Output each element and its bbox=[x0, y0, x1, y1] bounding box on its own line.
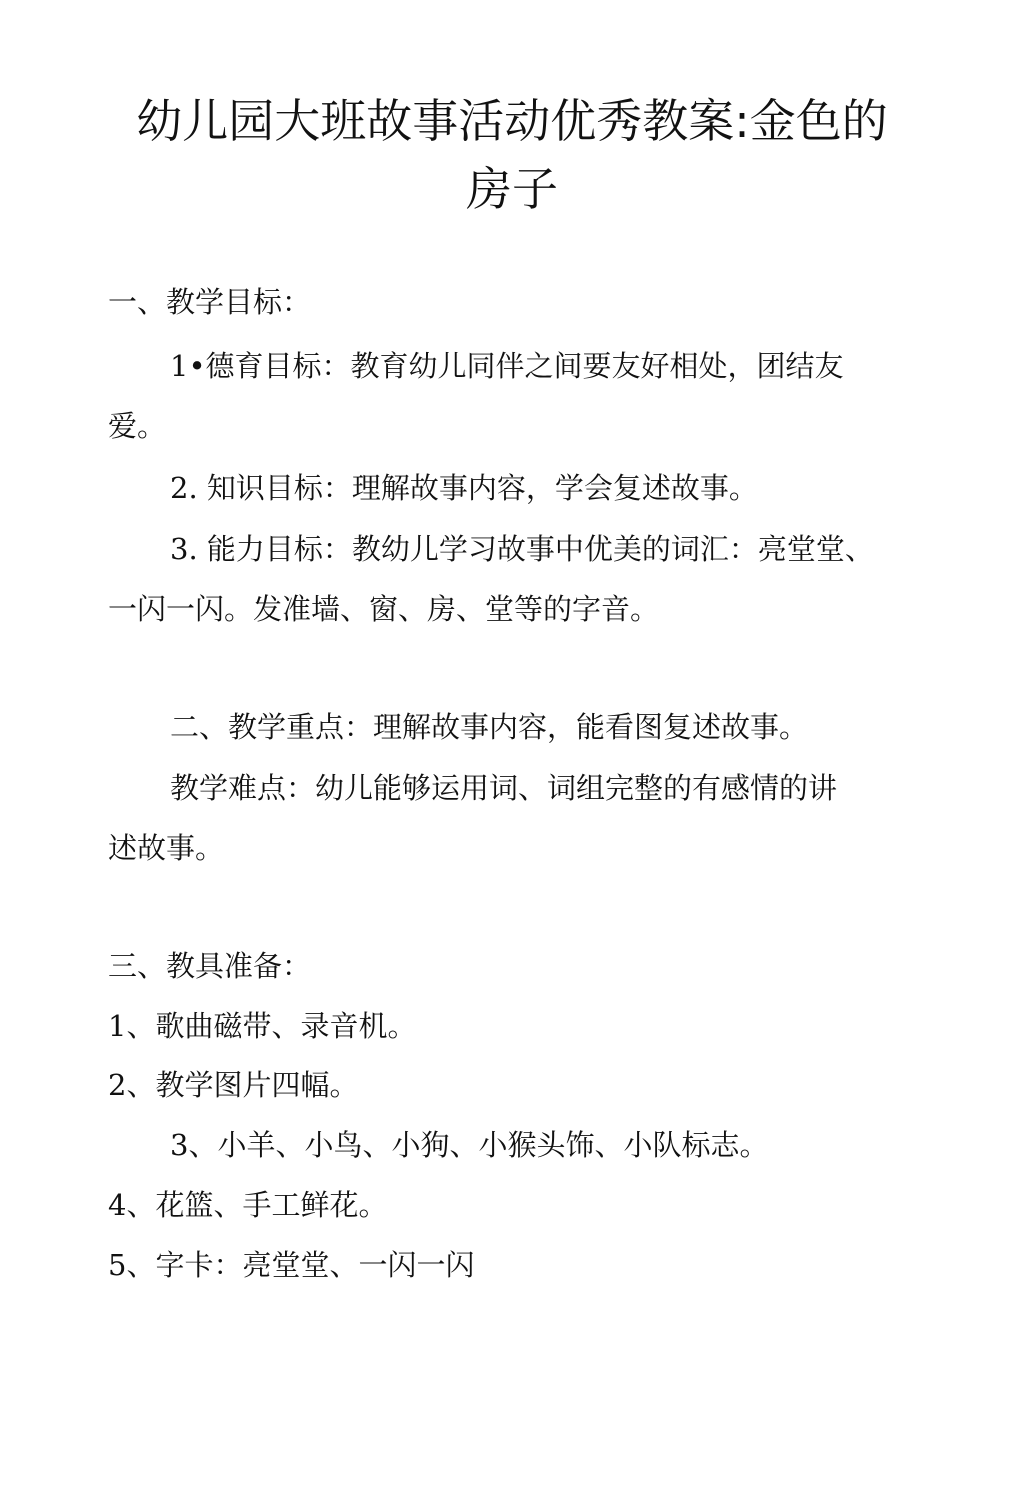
goal-ability-line-1: 3. 能力目标：教幼儿学习故事中优美的词汇：亮堂堂、 bbox=[170, 532, 874, 566]
teaching-difficulty-line-2: 述故事。 bbox=[108, 831, 225, 865]
goal-moral-line-2: 爱。 bbox=[108, 409, 167, 443]
material-item: 4、花篮、手工鲜花。 bbox=[108, 1188, 388, 1222]
teaching-key-point: 二、教学重点：理解故事内容，能看图复述故事。 bbox=[170, 710, 809, 744]
teaching-difficulty-line-1: 教学难点：幼儿能够运用词、词组完整的有感情的讲 bbox=[170, 771, 838, 805]
document-title-line-2: 房子 bbox=[466, 162, 558, 216]
material-item: 2、教学图片四幅。 bbox=[108, 1068, 359, 1102]
section-heading-materials: 三、教具准备： bbox=[108, 949, 312, 983]
goal-ability-line-2: 一闪一闪。发准墙、窗、房、堂等的字音。 bbox=[108, 592, 660, 626]
material-item: 1、歌曲磁带、录音机。 bbox=[108, 1009, 417, 1043]
goal-moral-line-1: 1•德育目标：教育幼儿同伴之间要友好相处，团结友 bbox=[170, 349, 844, 383]
document-title-line-1: 幼儿园大班故事活动优秀教案:金色的 bbox=[136, 94, 888, 148]
material-item: 5、字卡：亮堂堂、一闪一闪 bbox=[108, 1248, 475, 1282]
section-heading-teaching-goals: 一、教学目标： bbox=[108, 285, 312, 319]
material-item: 3、小羊、小鸟、小狗、小猴头饰、小队标志。 bbox=[170, 1128, 769, 1162]
goal-knowledge: 2. 知识目标：理解故事内容，学会复述故事。 bbox=[170, 471, 758, 505]
